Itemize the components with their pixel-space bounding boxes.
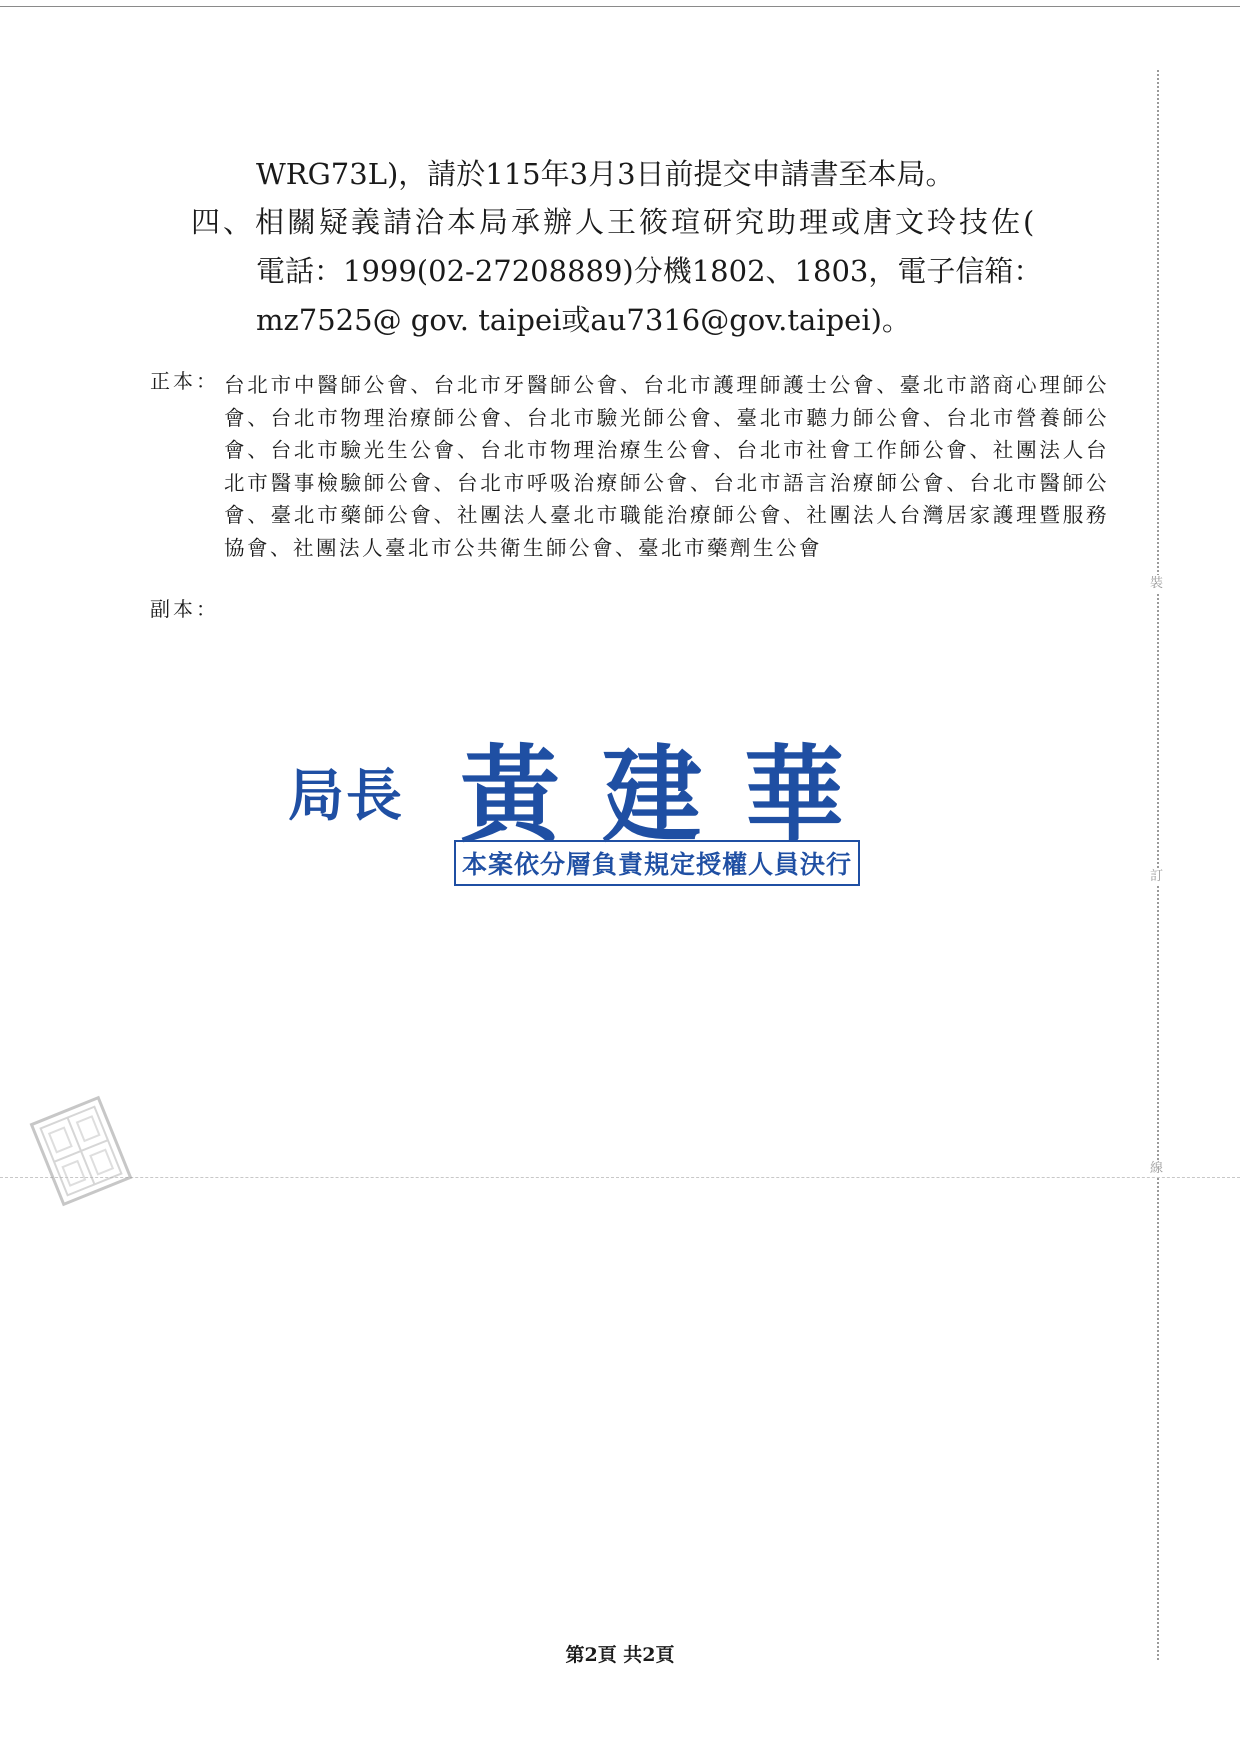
copy-recipients-label: 副本： bbox=[150, 597, 219, 621]
fold-line bbox=[0, 1177, 1240, 1178]
main-recipients-label: 正本： bbox=[150, 369, 219, 393]
faded-seal-stamp bbox=[28, 1094, 135, 1209]
signature-name: 黃建華 bbox=[460, 733, 886, 858]
page-number: 第2頁 共2頁 bbox=[565, 1644, 675, 1666]
binding-char-zhuang: 裝 bbox=[1150, 576, 1164, 591]
body-line-2: 四、相關疑義請洽本局承辦人王筱瑄研究助理或唐文玲技佐( bbox=[191, 205, 1038, 239]
binding-line bbox=[1157, 70, 1159, 1660]
body-line-4: mz7525@ gov. taipei或au7316@gov.taipei)。 bbox=[256, 303, 911, 337]
signature-stamp bbox=[280, 700, 886, 900]
binding-char-xian: 線 bbox=[1150, 1161, 1164, 1176]
body-line-3: 電話：1999(02-27208889)分機1802、1803，電子信箱： bbox=[256, 254, 1043, 288]
main-recipients-list: 台北市中醫師公會、台北市牙醫師公會、台北市護理師護士公會、臺北市諮商心理師公會、台北市物理治療師公會、台北市驗光師公會、臺北市聽力師公會、台北市營養師公會、台北市驗光生公會、台北市物理治療生公會、台北市社會工作師公會、社團法人台北市醫事檢驗師公會、台北市呼吸治療師公會、台北市語言治療師公會、台北市醫師公會、臺北市藥師公會、社團法人臺北市職能治療師公會、社團法人台灣居家護理暨服務協會、社團法人臺北市公共衛生師公會、臺北市藥劑生公會 bbox=[224, 373, 1109, 560]
signature-title: 局長 bbox=[288, 764, 404, 829]
top-rule bbox=[0, 6, 1240, 7]
binding-char-ding: 訂 bbox=[1150, 869, 1164, 884]
body-line-1: WRG73L)，請於115年3月3日前提交申請書至本局。 bbox=[256, 157, 955, 191]
delegation-box: 本案依分層負責規定授權人員決行 bbox=[454, 840, 860, 886]
